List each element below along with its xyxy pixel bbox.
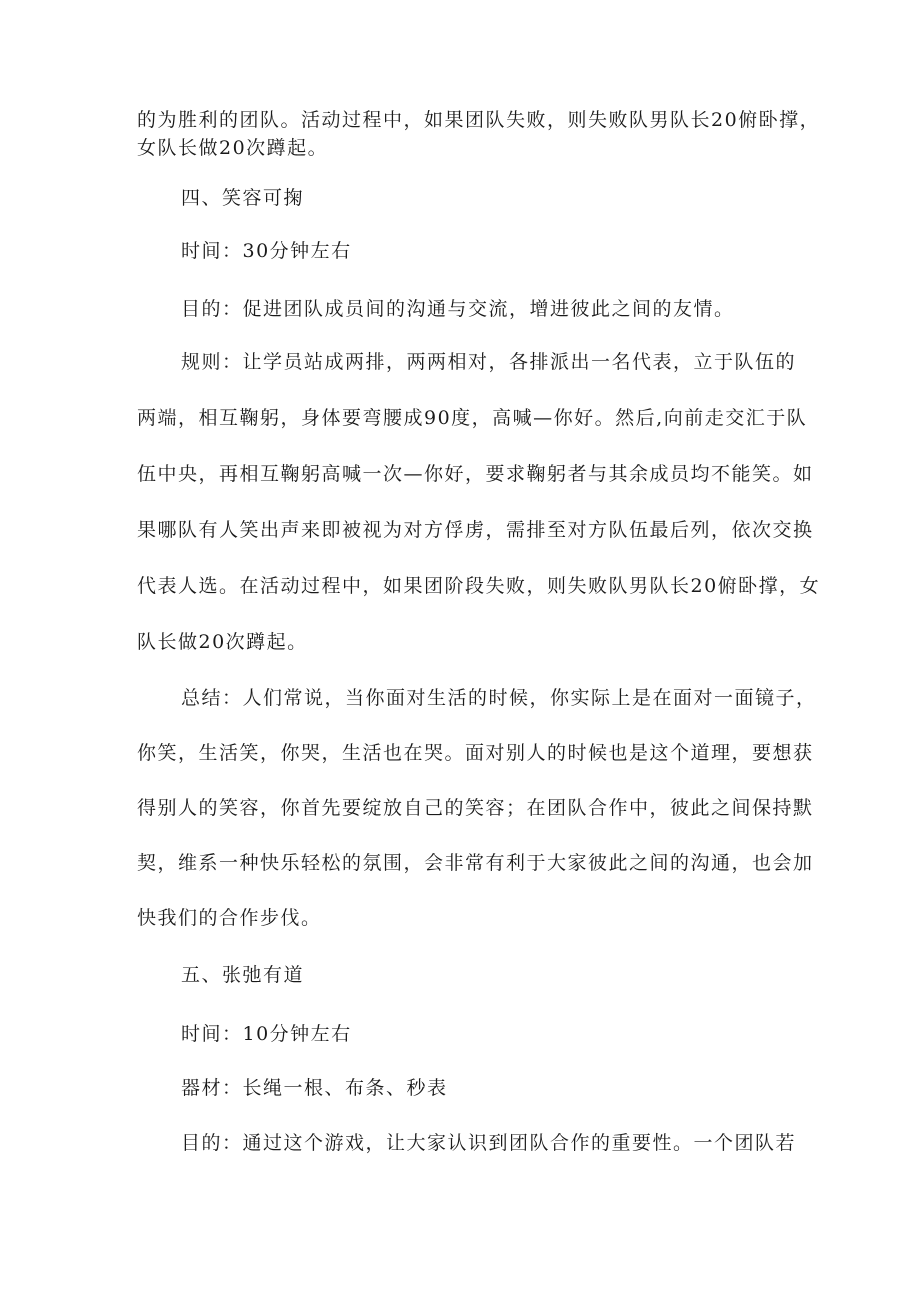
time-line: 时间：10分钟左右 — [181, 1023, 352, 1045]
summary-line: 得别人的笑容，你首先要绽放自己的笑容；在团队合作中，彼此之间保持默 — [137, 797, 814, 819]
rule-line: 规则：让学员站成两排，两两相对，各排派出一名代表，立于队伍的 — [181, 351, 797, 373]
rule-line: 伍中央，再相互鞠躬高喊一次—你好，要求鞠躬者与其余成员均不能笑。如 — [137, 463, 814, 485]
time-line: 时间：30分钟左右 — [181, 240, 352, 262]
goal-line: 目的：促进团队成员间的沟通与交流，增进彼此之间的友情。 — [181, 298, 735, 320]
goal-line: 目的：通过这个游戏，让大家认识到团队合作的重要性。一个团队若 — [181, 1132, 797, 1154]
paragraph-line: 的为胜利的团队。活动过程中，如果团队失败，则失败队男队长20俯卧撑， — [137, 109, 821, 131]
equipment-line: 器材：长绳一根、布条、秒表 — [181, 1077, 448, 1099]
rule-line: 代表人选。在活动过程中，如果团阶段失败，则失败队男队长20俯卧撑，女 — [137, 575, 821, 597]
paragraph-line: 女队长做20次蹲起。 — [137, 137, 329, 159]
rule-line: 两端，相互鞠躬，身体要弯腰成90度，高喊—你好。然后,向前走交汇于队 — [137, 407, 808, 429]
summary-line: 契，维系一种快乐轻松的氛围，会非常有利于大家彼此之间的沟通，也会加 — [137, 852, 814, 874]
summary-line: 你笑，生活笑，你哭，生活也在哭。面对别人的时候也是这个道理，要想获 — [137, 742, 814, 764]
rule-line: 队长做20次蹲起。 — [137, 631, 308, 653]
rule-line: 果哪队有人笑出声来即被视为对方俘虏，需排至对方队伍最后列，依次交换 — [137, 519, 814, 541]
summary-line: 快我们的合作步伐。 — [137, 907, 322, 929]
section-heading: 五、张弛有道 — [181, 964, 305, 986]
section-heading: 四、笑容可掬 — [181, 187, 305, 209]
summary-line: 总结：人们常说，当你面对生活的时候，你实际上是在面对一面镜子， — [181, 687, 817, 709]
